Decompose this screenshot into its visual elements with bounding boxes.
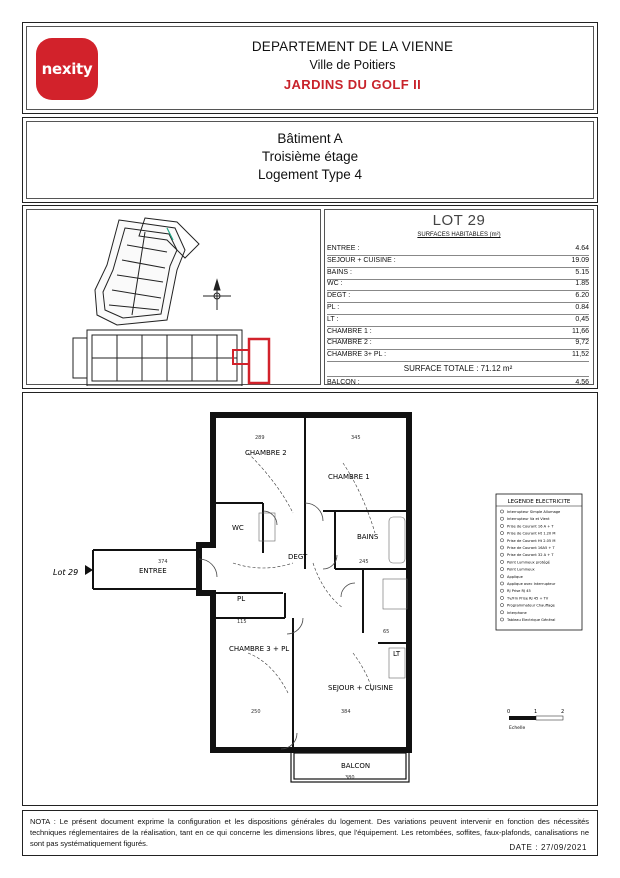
legend-item: Prise de Courant 16A5 + T [507,546,555,550]
room-sejour: SEJOUR + CUISINE [328,684,393,692]
lot-highlight [249,339,269,383]
building-block [22,117,598,203]
svg-text:380: 380 [345,775,355,781]
room-bains: BAINS [357,533,379,541]
legend-title: LEGENDE ELECTRICITE [507,499,571,505]
site-plan-panel [26,209,321,385]
legend-item: Prise de Courant 16 A + T [507,524,554,529]
room-chambre1: CHAMBRE 1 [328,473,370,481]
legend-item: Prise de Courant 32 A + T [507,553,554,558]
surface-total: SURFACE TOTALE : 71.12 m² [327,364,589,377]
room-chambre2: CHAMBRE 2 [245,449,287,457]
svg-text:250: 250 [251,709,261,715]
svg-text:0: 0 [507,709,511,715]
surface-caption: SURFACES HABITABLES (m²) [417,232,501,238]
surface-row: CHAMBRE 3+ PL : 11,52 [327,350,589,362]
legend-item: Prise de Courant Ht 2.05 M [507,538,556,543]
department-title: DEPARTEMENT DE LA VIENNE [251,39,454,54]
surface-row: LT : 0,45 [327,315,589,327]
balcon-row: BALCON : 4.56 [327,379,589,386]
svg-text:289: 289 [255,435,265,441]
header-block [22,22,598,114]
nota-block [22,810,598,856]
legend-item: Interphone [507,610,527,615]
svg-text:Echelle: Echelle [509,726,526,731]
city-title: Ville de Poitiers [309,58,396,72]
floor-plan-block [22,392,598,806]
svg-text:2: 2 [561,709,565,715]
mid-block [22,205,598,389]
surface-row: BAINS : 5.15 [327,268,589,280]
room-degt: DEGT [288,553,308,561]
svg-text:1: 1 [534,709,538,715]
legend-item: Prise de Courant Ht 1.20 M [507,531,556,536]
building-name: Bâtiment A [277,131,343,146]
svg-text:345: 345 [351,435,361,441]
svg-text:384: 384 [341,709,351,715]
nexity-logo: nexity [36,38,98,100]
svg-text:65: 65 [383,629,390,635]
floor-name: Troisième étage [261,149,359,164]
legend-item: Programmateur Chauffage [507,603,555,608]
legend-item: Tableau Electrique Général [507,618,556,622]
legend-item: Point Lumineux protégé [507,560,550,565]
floor-plan-drawing [23,393,597,805]
legend-item: Applique avec Interrupteur [507,582,556,586]
surface-row: CHAMBRE 1 : 11,66 [327,327,589,339]
electric-legend [496,494,582,630]
lot-title: LOT 29 [432,212,486,229]
room-wc: WC [232,524,244,532]
site-plan-drawing [27,210,320,386]
legend-item: Applique [507,574,523,579]
room-entree: ENTREE [139,567,167,575]
north-arrow-icon [203,280,231,310]
legend-item: Tv/Fm Prise RJ 45 + TV [507,596,549,601]
legend-item: Point Lumineux [507,567,535,572]
legend-item: Interrupteur Simple Allumage [507,510,561,514]
room-balcon: BALCON [341,762,371,770]
room-chambre3: CHAMBRE 3 + PL [229,645,290,653]
scale-bar [507,709,564,731]
svg-text:245: 245 [359,559,369,565]
surface-row: SEJOUR + CUISINE : 19.09 [327,256,589,268]
surface-row: DEGT : 6.20 [327,291,589,303]
surface-row: WC : 1.85 [327,279,589,291]
legend-item: RJ Prise RJ 45 [507,589,531,594]
entry-arrow-icon [85,565,93,575]
unit-type: Logement Type 4 [257,167,363,182]
surface-table [324,209,594,385]
document-date: DATE : 27/09/2021 [509,843,587,852]
svg-text:374: 374 [158,559,168,565]
legend-item: Interrupteur Va et Vient [507,517,550,522]
surface-row: CHAMBRE 2 : 9,72 [327,338,589,350]
lot-label: Lot 29 [53,568,79,577]
surface-row: ENTREE : 4.64 [327,244,589,256]
project-title: JARDINS DU GOLF II [283,77,422,92]
svg-text:115: 115 [237,619,247,625]
surface-row: PL : 0.84 [327,303,589,315]
nota-text: NOTA : Le présent document exprime la configuration et les dispositions générales du logement. Des variations peuvent intervenir en fonction des nécessités techniques réglementaires de la réalisation, tant en ce qui concerne les dimensions libres, que l'équipement. Les retombées, soffites, faux-plafonds, canalisations ne sont pas systématiquement figurés. [30,817,589,848]
room-lt: LT [393,650,401,658]
room-pl: PL [237,595,246,603]
